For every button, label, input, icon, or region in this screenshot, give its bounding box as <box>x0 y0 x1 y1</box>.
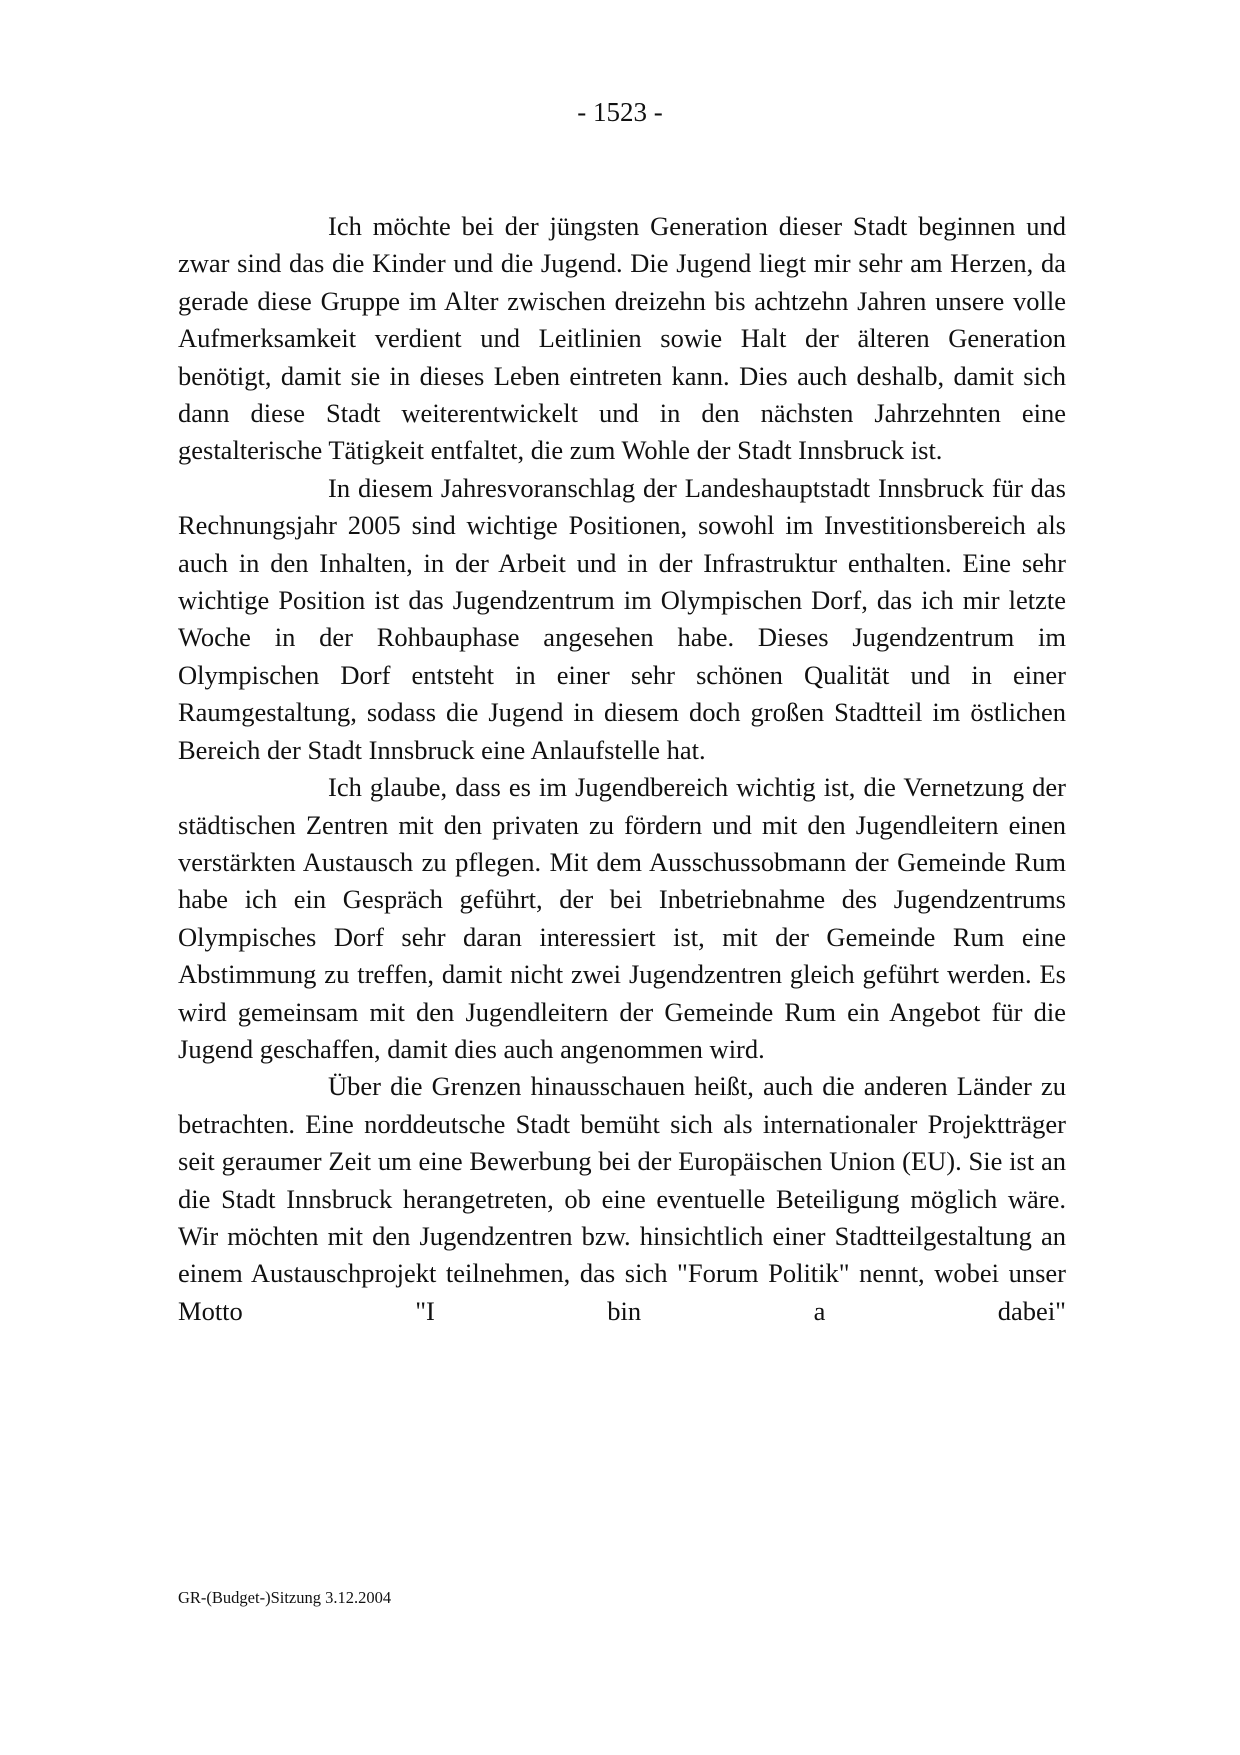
document-body <box>178 208 1066 1330</box>
footer-session-label: GR-(Budget-)Sitzung 3.12.2004 <box>178 1588 392 1607</box>
paragraph-4: Über die Grenzen hinausschauen heißt, auch die anderen Länder zu betrachten. Eine norddeutsche Stadt bemüht sich als internationaler Projektträger seit geraumer Zeit um eine Bewerbung bei der Europäischen Union (EU). Sie ist an die Stadt Innsbruck herangetreten, ob eine eventuelle Beteiligung möglich wäre. Wir möchten mit den Jugendzentren bzw. hinsichtlich einer Stadtteilgestaltung an einem Austauschprojekt teilnehmen, das sich "Forum Politik" nennt, wobei unser Motto "I bin a dabei" <box>178 1071 1066 1326</box>
page-number: - 1523 - <box>577 97 663 127</box>
paragraph-2: In diesem Jahresvoranschlag der Landeshauptstadt Innsbruck für das Rechnungsjahr 2005 sind wichtige Positionen, sowohl im Investitionsbereich als auch in den Inhalten, in der Arbeit und in der Infrastruktur enthalten. Eine sehr wichtige Position ist das Jugendzentrum im Olympischen Dorf, das ich mir letzte Woche in der Rohbauphase angesehen habe. Dieses Jugendzentrum im Olympischen Dorf entsteht in einer sehr schönen Qualität und in einer Raumgestaltung, sodass die Jugend in diesem doch großen Stadtteil im östlichen Bereich der Stadt Innsbruck eine Anlaufstelle hat. <box>178 472 1066 765</box>
paragraph-3: Ich glaube, dass es im Jugendbereich wichtig ist, die Vernetzung der städtischen Zentren mit den privaten zu fördern und mit den Jugendleitern einen verstärkten Austausch zu pflegen. Mit dem Ausschussobmann der Gemeinde Rum habe ich ein Gespräch geführt, der bei Inbetriebnahme des Jugendzentrums Olympisches Dorf sehr daran interessiert ist, mit der Gemeinde Rum eine Abstimmung zu treffen, damit nicht zwei Jugendzentren gleich geführt werden. Es wird gemeinsam mit den Jugendleitern der Gemeinde Rum ein Angebot für die Jugend geschaffen, damit dies auch angenommen wird. <box>178 772 1066 1064</box>
paragraph-1: Ich möchte bei der jüngsten Generation dieser Stadt beginnen und zwar sind das die Kinder und die Jugend. Die Jugend liegt mir sehr am Herzen, da gerade diese Gruppe im Alter zwischen dreizehn bis achtzehn Jahren unsere volle Aufmerksamkeit verdient und Leitlinien sowie Halt der älteren Generation benötigt, damit sie in dieses Leben eintreten kann. Dies auch deshalb, damit sich dann diese Stadt weiterentwickelt und in den nächsten Jahrzehnten eine gestalterische Tätigkeit entfaltet, die zum Wohle der Stadt Innsbruck ist. <box>178 211 1066 466</box>
